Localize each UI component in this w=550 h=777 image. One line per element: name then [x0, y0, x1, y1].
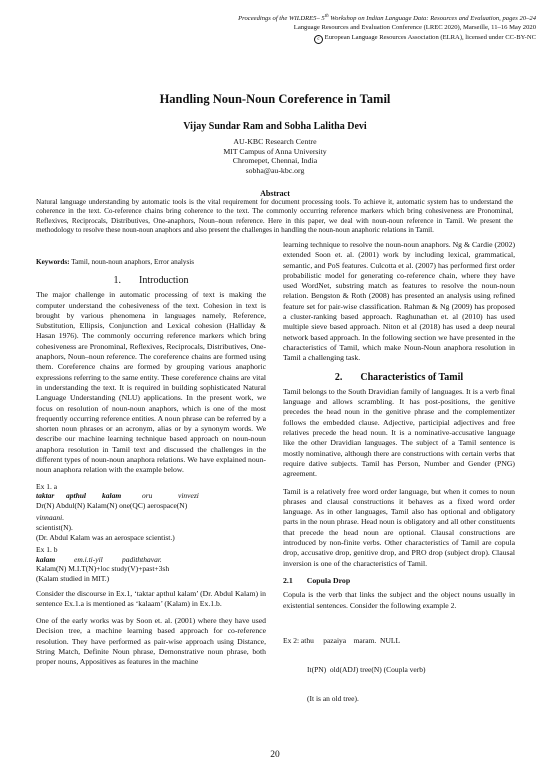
word-order-paragraph: Tamil is a relatively free word order language, but when it comes to noun phrases and clausal constructions it behaves as a fixed word order language. As in other languages, Tamil also has optional and obligatory parts in the noun phrase. Head noun is obligatory and all other constituents that precede the head noun are optional. Clausal constructions are introduced by non-finite verbs. Other characteristics of Tamil are copula drop, accusative drop, genitive drop, and PRO drop (subject drop). Clausal inversion is one of the characteristics of Tamil.: [283, 486, 515, 568]
discourse-paragraph: Consider the discourse in Ex.1, ‘taktar apthul kalam’ (Dr. Abdul Kalam) in sentence Ex.1.a is mentioned as ‘kalaam’ (Kalam) in Ex.1.b.: [36, 588, 266, 608]
paper-authors: Vijay Sundar Ram and Sobha Lalitha Devi: [183, 121, 367, 132]
affiliation-line: AU-KBC Research Centre: [233, 137, 317, 146]
copyright-icon: c: [314, 35, 323, 44]
affiliation: [0, 137, 550, 175]
right-column: [283, 240, 515, 722]
example-translation: (Dr. Abdul Kalam was an aerospace scientist.): [36, 532, 175, 542]
example-2: [283, 617, 515, 723]
keywords-label: Keywords:: [36, 258, 70, 266]
abstract-text: Natural language understanding by automatic tools is the vital requirement for document processing tools. To achieve it, automatic system has to understand the coherence in the text. Co-reference chains bring coherence to the text. The commonly occurring reference markers which bring cohesiveness are Pronominal, Reflexives, Reciprocals, Distributives, One-anaphors, Noun–noun reference. Here in this paper, we deal with noun-noun reference in Tamil. We present the methodology to resolve these noun-noun anaphors and also present the challenges in handling the noun-noun anaphoric relations in Tamil.: [36, 198, 513, 234]
page-number: 20: [270, 750, 280, 760]
proceedings-header: [238, 12, 536, 44]
header-line-1: Proceedings of the WILDRE5– 5th Workshop on Indian Language Data: Resources and Evaluation, pages 20–24: [238, 14, 536, 23]
author-email: sobha@au-kbc.org: [245, 165, 305, 175]
example-1a: [36, 482, 266, 543]
section-1-heading: 1. Introduction: [113, 275, 189, 286]
header-line-3: c European Language Resources Association (ELRA), licensed under CC-BY-NC: [238, 33, 536, 44]
tamil-characteristics-paragraph: Tamil belongs to the South Dravidian family of languages. It is a verb final language and allows scrambling. It has post-positions, the genitive precedes the head noun in the genitive phrase and the complementizer follows the embedded clause. Adjective, participial adjectives and free relatives precede the head noun. It is a nominative-accusative language like the other Dravidian languages. The subject of a Tamil sentence is mostly nominative, although there are constructions with certain verbs that require dative subjects. Tamil has Person, Number and Gender (PNG) agreement.: [283, 386, 515, 479]
affiliation-line: Chromepet, Chennai, India: [232, 156, 318, 166]
example-tamil-line: vinnaani.: [36, 513, 65, 523]
affiliation-line: MIT Campus of Anna University: [223, 146, 327, 156]
intro-paragraph: The major challenge in automatic processing of text is making the computer understand the cohesiveness of the text. Cohesion in text is brought by various phenomena in languages namely, Reference, Substitution, Ellipsis, Conjunction and Lexical cohesion (Halliday & Hasan 1976). The commonly occurring reference markers which bring cohesiveness are Pronominal, Reflexives, Reciprocals, Distributives, One-anaphors, Noun–noun reference. The coreference chains are formed using them. Coreference chains are formed by grouping various anaphoric expressions referring to the same entity. These coreference chains are vital in understanding the text. It is required in building sophisticated Natural Language Understanding (NLU) applications. In the present work, we focus on resolution of noun-noun anaphors, which is one of the most frequently occurring reference entities. A noun phrase can be referred by a shorten noun phrases or an acronym, alias or by a synonym words. We describe our machine learning technique based approach on noun-noun anaphora resolution in Tamil text and discussed the challenges in the different types of noun-noun anaphora relations. We have explained noun-noun anaphora relation with the example below.: [36, 290, 266, 475]
example-gloss: scientist(N).: [36, 523, 73, 533]
related-work-paragraph: One of the early works was by Soon et. al. (2001) where they have used Decision tree, a machine learning based approach for co-reference resolution. They have performed as pair-wise approach using Distance, String Match, Definite Noun phrase, Demonstrative noun phrase, both proper nouns, Appositives as features in the machine: [36, 616, 266, 667]
abstract-heading: Abstract: [260, 189, 290, 198]
left-column: [36, 276, 266, 668]
subsection-2-1-heading: 2.1 Copula Drop: [283, 575, 351, 585]
example-label: Ex 1. a: [36, 481, 58, 491]
example-translation: (It is an old tree).: [307, 693, 359, 703]
example-gloss: It(PN) old(ADJ) tree(N) (Coupla verb): [307, 664, 426, 674]
example-tamil-line: Ex 2: athu pazaiya maram. NULL: [283, 635, 401, 645]
paper-title: Handling Noun-Noun Coreference in Tamil: [159, 92, 391, 106]
example-1b: [36, 545, 266, 583]
example-translation: (Kalam studied in MIT.): [36, 573, 110, 583]
related-work-continued: learning technique to resolve the noun-noun anaphors. Ng & Cardie (2002) extended Soon et. al. (2001) work by including lexical, grammatical, semantic, and PoS features. Culcotta et al. (2007) has performed first order probabilistic model for generating co-reference chain, where they have used WordNet, substring match as features to resolve the noun-noun relation. Bengston & Roth (2008) has presented an analysis using refined feature set for pair-wise classification. Rahman & Ng (2009) has proposed a cluster-ranking based approach. Raghunathan et. al (2010) has used multiple sieve based approach. Niton et al (2018) has used a deep neural network based approach. In the following section we have presented in the characteristics of Tamil, which make Noun-Noun anaphora resolution in Tamil a challenging task.: [283, 240, 515, 363]
example-gloss: Dr(N) Abdul(N) Kalam(N) one(QC) aerospace(N): [36, 500, 188, 510]
example-tamil-line: taktar apthul kalam oru vinvezi: [36, 491, 199, 501]
example-gloss: Kalam(N) M.I.T(N)+loc study(V)+past+3sh: [36, 564, 170, 574]
section-2-heading: 2. Characteristics of Tamil: [334, 371, 464, 383]
keywords-list: Tamil, noun-noun anaphors, Error analysis: [69, 258, 195, 266]
example-label: Ex 1. b: [36, 545, 58, 555]
copula-paragraph: Copula is the verb that links the subject and the object nouns usually in existential sentences. Consider the following example 2.: [283, 590, 515, 610]
example-tamil-line: kalam em.i.ti-yil padiththavar.: [36, 554, 162, 564]
header-line-2: Language Resources and Evaluation Conference (LREC 2020), Marseille, 11–16 May 2020: [293, 24, 536, 32]
